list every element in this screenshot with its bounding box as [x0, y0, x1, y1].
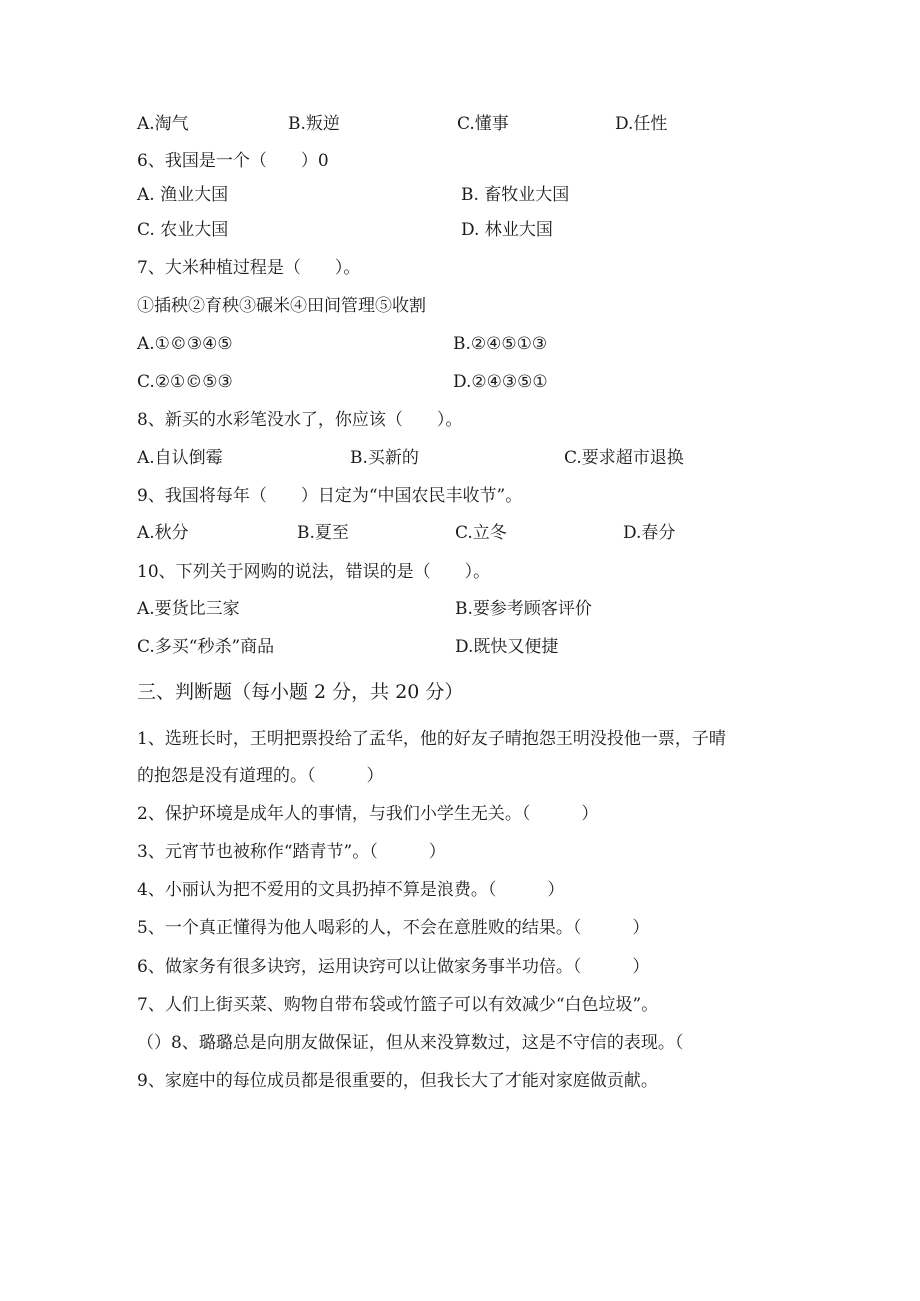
judge-item-6: 6、做家务有很多诀窍，运用诀窍可以让做家务事半功倍。（ ）: [137, 957, 650, 977]
judge-item-1-cont: 的抱怨是没有道理的。（ ）: [137, 766, 384, 786]
q6-option-c: C. 农业大国: [137, 220, 229, 240]
q6-option-d: D. 林业大国: [461, 220, 553, 240]
q10-option-c: C.多买“秒杀”商品: [137, 637, 275, 657]
q7-option-a: A.①©③④⑤: [137, 334, 233, 354]
judge-item-9: 9、家庭中的每位成员都是很重要的，但我长大了才能对家庭做贡献。: [137, 1071, 658, 1091]
section3-heading: 三、判断题（每小题 2 分，共 20 分）: [137, 681, 464, 703]
q5-option-a: A.淘气: [137, 114, 189, 134]
q8-option-a: A.自认倒霉: [137, 448, 223, 468]
q6-option-b: B. 畜牧业大国: [461, 185, 570, 205]
q10-option-a: A.要货比三家: [137, 599, 240, 619]
q5-option-b: B.叛逆: [288, 114, 340, 134]
q10-option-d: D.既快又便捷: [455, 637, 559, 657]
judge-item-8: （）8、璐璐总是向朋友做保证，但从来没算数过，这是不守信的表现。（: [137, 1033, 684, 1053]
q9-option-b: B.夏至: [297, 523, 349, 543]
q7-option-b: B.②④⑤①③: [453, 334, 548, 354]
q7-steps: ①插秧②育秧③碾米④田间管理⑤收割: [137, 296, 426, 316]
q8-option-b: B.买新的: [350, 448, 419, 468]
q8-option-c: C.要求超市退换: [564, 448, 684, 468]
judge-item-1: 1、选班长时，王明把票投给了孟华，他的好友子晴抱怨王明没投他一票，子晴: [137, 729, 726, 749]
q6-option-a: A. 渔业大国: [137, 185, 229, 205]
judge-item-2: 2、保护环境是成年人的事情，与我们小学生无关。（ ）: [137, 804, 599, 824]
q7-option-c: C.②①©⑤③: [137, 372, 233, 392]
judge-item-7: 7、人们上街买菜、购物自带布袋或竹篮子可以有效减少“白色垃圾”。: [137, 995, 659, 1015]
q8-stem: 8、新买的水彩笔没水了，你应该（ ）。: [137, 410, 463, 430]
q9-option-c: C.立冬: [455, 523, 507, 543]
q7-stem: 7、大米种植过程是（ ）。: [137, 258, 361, 278]
judge-item-4: 4、小丽认为把不爱用的文具扔掉不算是浪费。（ ）: [137, 880, 565, 900]
q9-stem: 9、我国将每年（ ）日定为“中国农民丰收节”。: [137, 486, 523, 506]
q5-option-c: C.懂事: [457, 114, 509, 134]
q9-option-d: D.春分: [623, 523, 676, 543]
judge-item-3: 3、元宵节也被称作“踏青节”。（ ）: [137, 842, 446, 862]
q7-option-d: D.②④③⑤①: [453, 372, 548, 392]
q10-option-b: B.要参考顾客评价: [455, 599, 592, 619]
q6-stem: 6、我国是一个（ ）0: [137, 151, 329, 171]
judge-item-5: 5、一个真正懂得为他人喝彩的人，不会在意胜败的结果。（ ）: [137, 918, 650, 938]
q5-option-d: D.任性: [615, 114, 668, 134]
q10-stem: 10、下列关于网购的说法，错误的是（ ）。: [137, 562, 491, 582]
q9-option-a: A.秋分: [137, 523, 189, 543]
